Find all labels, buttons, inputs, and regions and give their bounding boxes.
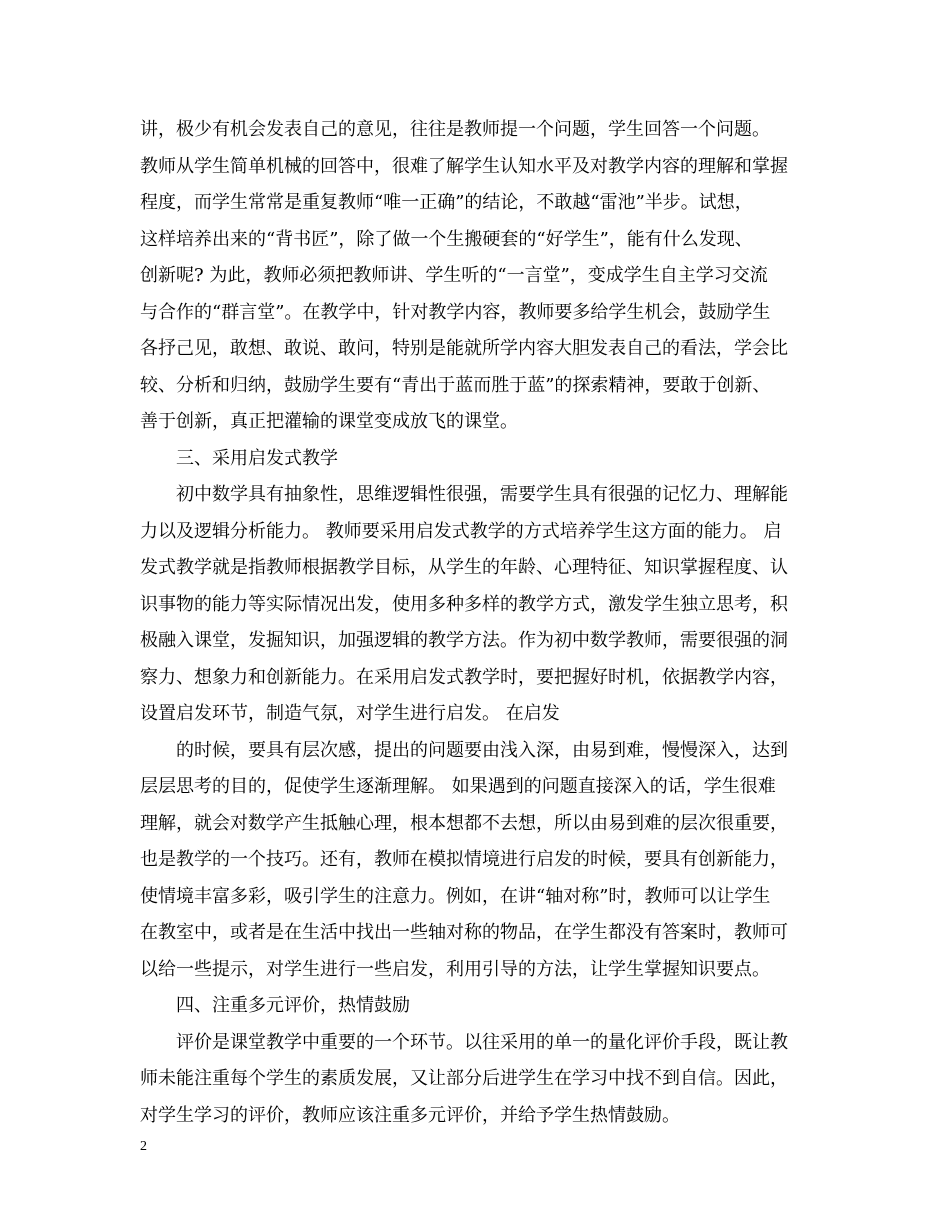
text-line: 程度，而学生常常是重复教师“唯一正确”的结论，不敢越“雷池”半步。试想， [140, 192, 753, 213]
text-line: 极融入课堂，发掘知识，加强逻辑的教学方法。作为初中数学教师，需要很强的洞 [140, 630, 788, 651]
text-line: 使情境丰富多彩，吸引学生的注意力。例如，在讲“轴对称”时，教师可以让学生 [140, 885, 771, 907]
text-line: 教师从学生简单机械的回答中，很难了解学生认知水平及对教学内容的理解和掌握 [140, 155, 788, 177]
text-line: 善于创新，真正把灌输的课堂变成放飞的课堂。 [140, 411, 518, 432]
text-line: 各抒己见，敢想、敢说、敢问，特别是能就所学内容大胆发表自己的看法，学会比 [140, 338, 788, 359]
text-line: 三、采用启发式教学 [176, 447, 338, 469]
text-line: 与合作的“群言堂”。在教学中，针对教学内容，教师要多给学生机会，鼓励学生 [140, 301, 771, 323]
text-line: 发式教学就是指教师根据教学目标，从学生的年龄、心理特征、知识掌握程度、认 [140, 557, 788, 578]
text-line: 师未能注重每个学生的素质发展，又让部分后进学生在学习中找不到自信。因此， [140, 1068, 788, 1089]
text-line: 创新呢? 为此，教师必须把教师讲、学生听的“一言堂”，变成学生自主学习交流 [140, 265, 768, 286]
text-line: 讲，极少有机会发表自己的意见，往往是教师提一个问题，学生回答一个问题。 [140, 119, 770, 140]
text-line: 力以及逻辑分析能力。 教师要采用启发式教学的方式培养学生这方面的能力。 启 [140, 520, 782, 542]
text-line: 四、注重多元评价，热情鼓励 [176, 995, 410, 1016]
text-line: 这样培养出来的“背书匠”，除了做一个生搬硬套的“好学生”，能有什么发现、 [140, 228, 753, 250]
text-line: 评价是课堂教学中重要的一个环节。以往采用的单一的量化评价手段，既让教 [176, 1031, 788, 1053]
text-line: 察力、想象力和创新能力。在采用启发式教学时，要把握好时机，依据教学内容， [140, 666, 788, 688]
text-line: 层层思考的目的，促使学生逐渐理解。 如果遇到的问题直接深入的话，学生很难 [140, 776, 776, 797]
text-line: 识事物的能力等实际情况出发，使用多种多样的教学方式，激发学生独立思考，积 [140, 593, 788, 615]
text-line: 的时候，要具有层次感，提出的问题要由浅入深，由易到难，慢慢深入，达到 [176, 739, 788, 761]
text-line: 理解，就会对数学产生抵触心理，根本想都不去想，所以由易到难的层次很重要， [140, 812, 788, 834]
body-text [140, 112, 810, 1134]
text-line: 以给一些提示，对学生进行一些启发，利用引导的方法，让学生掌握知识要点。 [140, 958, 770, 980]
text-line: 较、分析和归纳，鼓励学生要有“青出于蓝而胜于蓝”的探索精神，要敢于创新、 [140, 374, 771, 396]
text-line: 对学生学习的评价，教师应该注重多元评价，并给予学生热情鼓励。 [140, 1104, 680, 1126]
page-number: 2 [140, 1139, 147, 1154]
text-line: 在教室中，或者是在生活中找出一些轴对称的物品，在学生都没有答案时，教师可 [140, 922, 788, 943]
text-line: 初中数学具有抽象性，思维逻辑性很强，需要学生具有很强的记忆力、理解能 [176, 484, 788, 505]
text-line: 也是教学的一个技巧。还有，教师在模拟情境进行启发的时候，要具有创新能力， [140, 849, 788, 870]
text-line: 设置启发环节，制造气氛，对学生进行启发。 在启发 [140, 703, 560, 724]
